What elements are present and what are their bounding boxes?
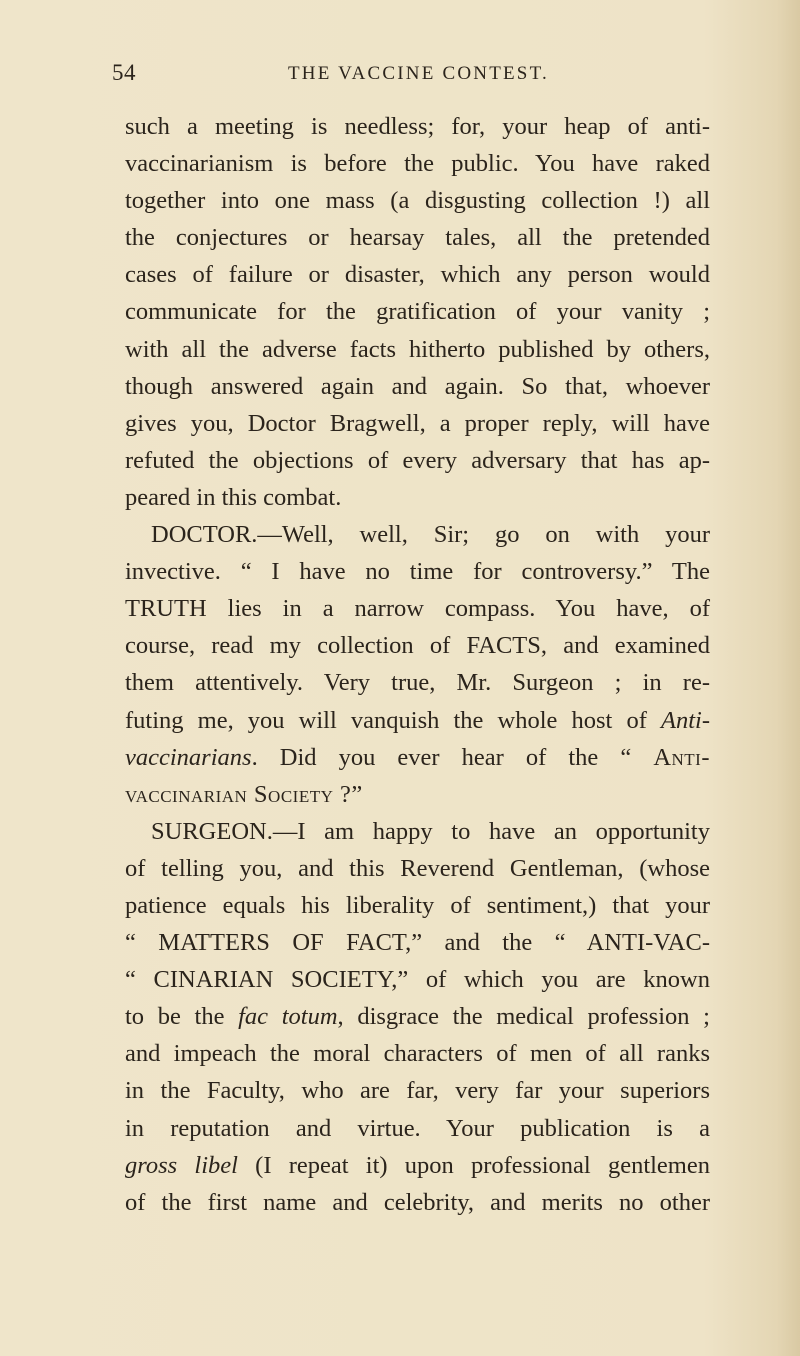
- text-run: . Did you ever hear of the “: [251, 743, 654, 771]
- italic-text-run: Anti-: [661, 706, 710, 734]
- text-line: [125, 702, 710, 739]
- text-line: together into one mass (a disgusting collection !) all: [125, 187, 710, 215]
- text-line: in reputation and virtue. Your publication is a: [125, 1114, 710, 1142]
- text-line: gives you, Doctor Bragwell, a proper reply, will have: [125, 409, 710, 437]
- text-run: to be the: [125, 1003, 239, 1031]
- text-line: SURGEON.—I am happy to have an opportunity: [151, 817, 710, 845]
- running-head: THE VACCINE CONTEST.: [288, 63, 549, 84]
- text-line: communicate for the gratification of your vanity ;: [125, 298, 710, 326]
- text-line: vaccinarianism is before the public. You have raked: [125, 150, 710, 178]
- text-line: of the first name and celebrity, and merits no other: [125, 1188, 710, 1216]
- text-run: , disgrace the medical profession ;: [337, 1003, 710, 1031]
- text-line: [125, 1147, 710, 1184]
- text-line: peared in this combat.: [125, 483, 342, 511]
- text-line: course, read my collection of FACTS, and examined: [125, 632, 710, 660]
- italic-text-run: fac totum: [238, 1003, 338, 1031]
- page-number: 54: [112, 60, 136, 85]
- text-line: [125, 739, 710, 776]
- text-line: the conjectures or hearsay tales, all the pretended: [125, 224, 710, 252]
- text-line: “ CINARIAN SOCIETY,” of which you are known: [125, 966, 710, 994]
- text-line: TRUTH lies in a narrow compass. You have, of: [125, 595, 710, 623]
- text-line: refuted the objections of every adversary that has ap-: [125, 446, 710, 474]
- text-line: such a meeting is needless; for, your heap of anti-: [125, 113, 710, 140]
- text-line: patience equals his liberality of sentiment,) that your: [125, 891, 710, 919]
- italic-text-run: gross libel: [125, 1151, 238, 1179]
- text-line: and impeach the moral characters of men of all ranks: [125, 1040, 710, 1068]
- text-line: though answered again and again. So that, whoever: [125, 372, 710, 400]
- small-caps-text-run: Anti-: [653, 743, 710, 771]
- page-header: [0, 60, 800, 96]
- italic-text-run: vaccinarians: [125, 743, 252, 771]
- text-line: with all the adverse facts hitherto published by others,: [125, 335, 710, 363]
- text-line: DOCTOR.—Well, well, Sir; go on with your: [151, 521, 710, 549]
- text-run: futing me, you will vanquish the whole host of: [125, 706, 661, 734]
- text-line: in the Faculty, who are far, very far your superiors: [125, 1077, 710, 1105]
- text-line: “ MATTERS OF FACT,” and the “ ANTI-VAC-: [125, 929, 710, 957]
- text-run: (I repeat it) upon professional gentlemen: [237, 1151, 710, 1179]
- text-line: [125, 998, 710, 1035]
- body-text: [125, 108, 710, 1221]
- text-line: invective. “ I have no time for controversy.” The: [125, 558, 710, 586]
- text-line: of telling you, and this Reverend Gentleman, (whose: [125, 854, 710, 882]
- text-line: them attentively. Very true, Mr. Surgeon ; in re-: [125, 669, 710, 697]
- text-line: vaccinarian Society ?”: [125, 780, 363, 808]
- text-line: cases of failure or disaster, which any person would: [125, 261, 710, 289]
